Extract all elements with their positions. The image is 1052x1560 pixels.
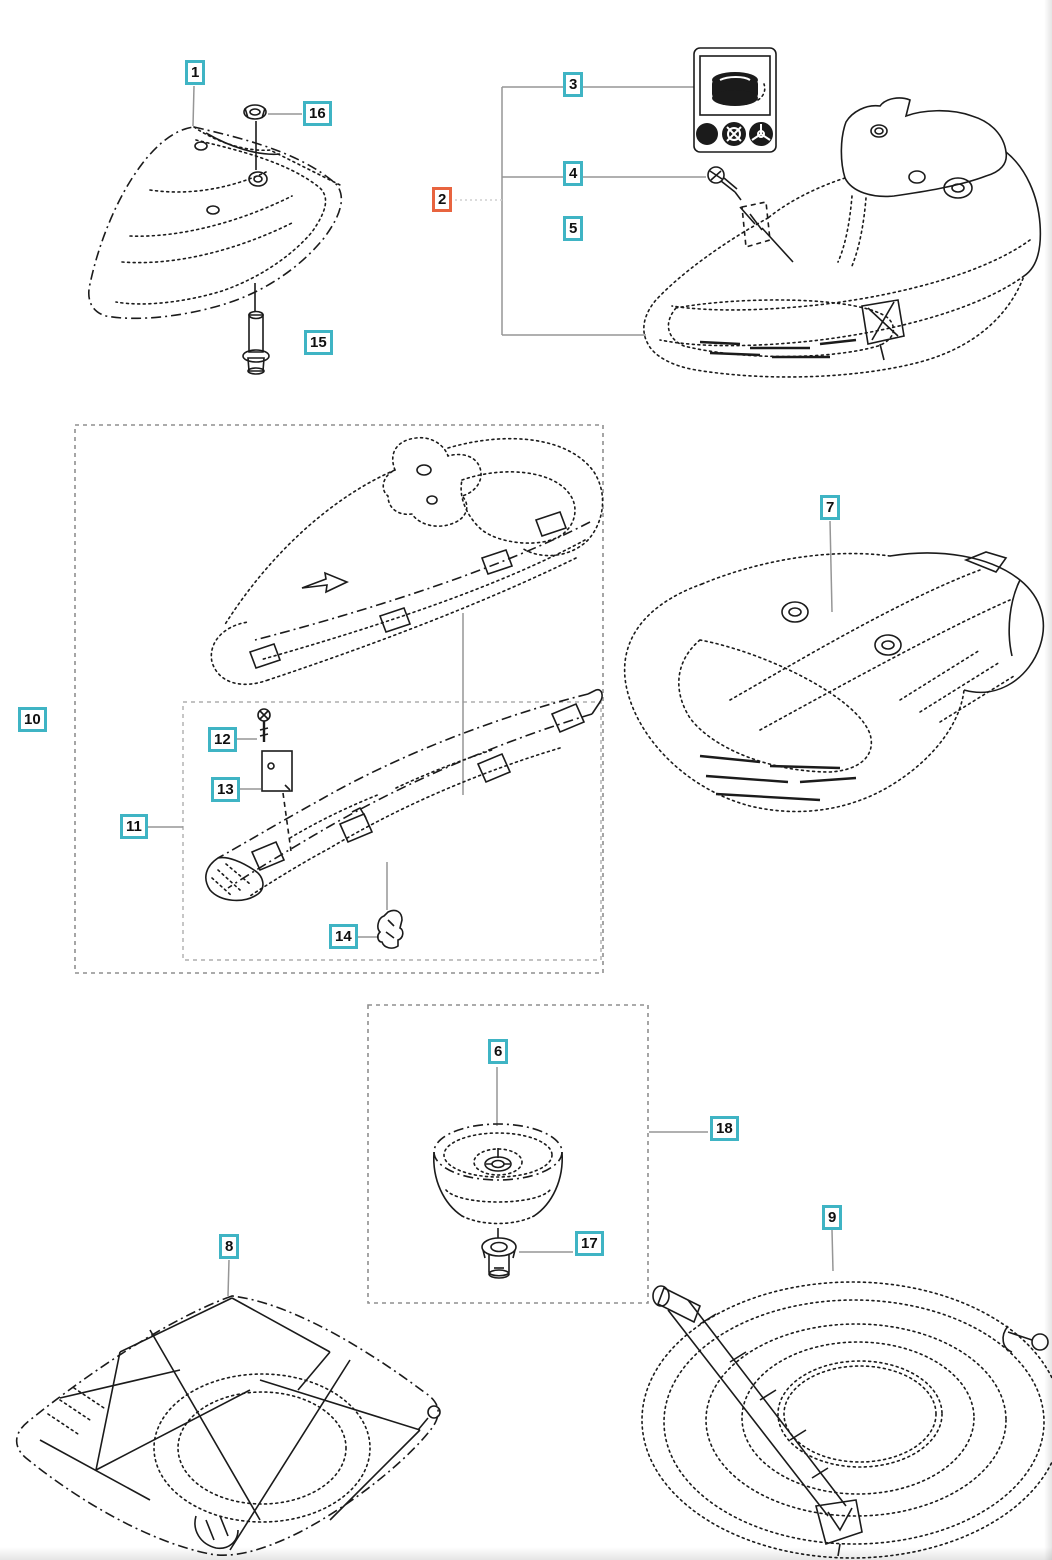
page-edge-right xyxy=(1044,0,1052,1560)
part-label-1[interactable]: 1 xyxy=(185,60,205,85)
part-9-round-guard-drawing xyxy=(642,1282,1052,1558)
group-box-11 xyxy=(183,702,601,960)
part-label-2[interactable]: 2 xyxy=(432,187,452,212)
part-label-10[interactable]: 10 xyxy=(18,707,47,732)
part-label-17[interactable]: 17 xyxy=(575,1231,604,1256)
disc-icon xyxy=(696,123,718,145)
page-edge-bottom xyxy=(0,1547,1052,1560)
part-14-clip-drawing xyxy=(378,910,403,948)
callout-lines xyxy=(148,86,833,1296)
part-11-guard-extension-drawing xyxy=(206,690,602,910)
part-16-nut-drawing xyxy=(244,105,266,170)
part-label-3[interactable]: 3 xyxy=(563,72,583,97)
part-label-4[interactable]: 4 xyxy=(563,161,583,186)
arrow-marking xyxy=(302,573,347,592)
trimmer-head-photo xyxy=(712,72,765,106)
part-4-screw-drawing xyxy=(708,167,741,200)
part-1-guard-drawing xyxy=(89,127,342,318)
part-label-18[interactable]: 18 xyxy=(710,1116,739,1141)
part-6-cup-drawing xyxy=(434,1124,562,1238)
part-12-screw-drawing xyxy=(258,709,270,742)
upper-guard-drawing xyxy=(211,438,602,685)
part-label-16[interactable]: 16 xyxy=(303,101,332,126)
part-5-bracket-drawing xyxy=(740,202,793,262)
part-7-guard-drawing xyxy=(625,552,1044,812)
part-label-14[interactable]: 14 xyxy=(329,924,358,949)
part-label-6[interactable]: 6 xyxy=(488,1039,508,1064)
part-label-8[interactable]: 8 xyxy=(219,1234,239,1259)
part-label-5[interactable]: 5 xyxy=(563,216,583,241)
part-label-15[interactable]: 15 xyxy=(304,330,333,355)
part-label-9[interactable]: 9 xyxy=(822,1205,842,1230)
part-15-bolt-drawing xyxy=(243,283,269,374)
part-label-7[interactable]: 7 xyxy=(820,495,840,520)
part-label-13[interactable]: 13 xyxy=(211,777,240,802)
part-13-plate-drawing xyxy=(262,751,292,851)
part-label-12[interactable]: 12 xyxy=(208,727,237,752)
part-8-basket-guard-drawing xyxy=(17,1296,440,1555)
part-17-nut-drawing xyxy=(482,1238,516,1278)
group-box-10 xyxy=(75,425,603,973)
spool-wheel-icon xyxy=(722,122,746,146)
part-label-11[interactable]: 11 xyxy=(120,814,148,839)
tri-blade-icon xyxy=(749,122,773,146)
trimmer-head-options-thumbnail xyxy=(694,48,776,152)
